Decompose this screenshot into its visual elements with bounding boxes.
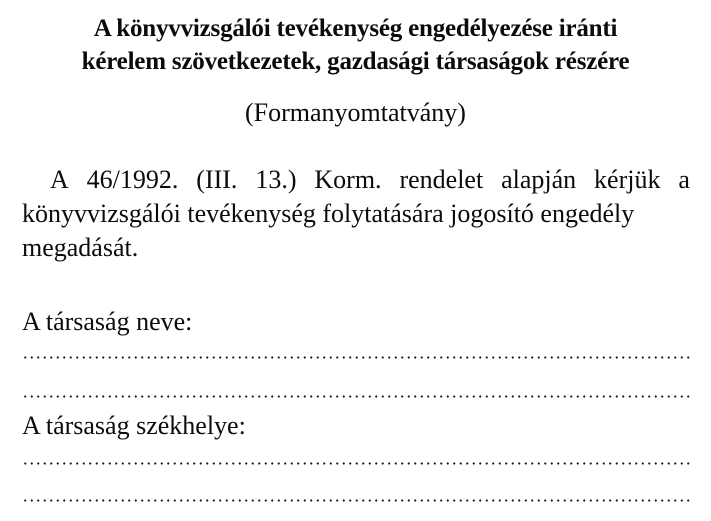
intro-line-2: könyvvizsgálói tevékenység folytatására jogosító engedély xyxy=(22,199,635,228)
company-seat-line-1[interactable] xyxy=(22,462,690,465)
intro-paragraph xyxy=(22,163,690,265)
company-seat-line-2[interactable] xyxy=(22,499,690,502)
company-seat-label: A társaság székhelye: xyxy=(22,411,246,440)
intro-line-3: megadását. xyxy=(22,233,139,262)
intro-line-1 xyxy=(22,163,690,197)
intro-word: (III. xyxy=(196,165,238,194)
document-title-line-2: kérelem szövetkezetek, gazdasági társaságok részére xyxy=(81,48,630,75)
intro-word: kérjük xyxy=(594,165,661,194)
intro-word: A xyxy=(50,165,69,194)
form-subtitle: (Formanyomtatvány) xyxy=(245,98,466,127)
intro-word: a xyxy=(678,165,690,194)
company-name-line-2[interactable] xyxy=(22,395,690,398)
company-name-line-1[interactable] xyxy=(22,356,690,359)
document-title-line-1: A könyvvizsgálói tevékenység engedélyezése iránti xyxy=(93,15,618,42)
intro-word: Korm. xyxy=(314,165,382,194)
intro-word: rendelet xyxy=(399,165,484,194)
intro-word: 46/1992. xyxy=(86,165,179,194)
intro-word: 13.) xyxy=(255,165,297,194)
company-name-label: A társaság neve: xyxy=(22,307,193,336)
intro-word: alapján xyxy=(501,165,577,194)
